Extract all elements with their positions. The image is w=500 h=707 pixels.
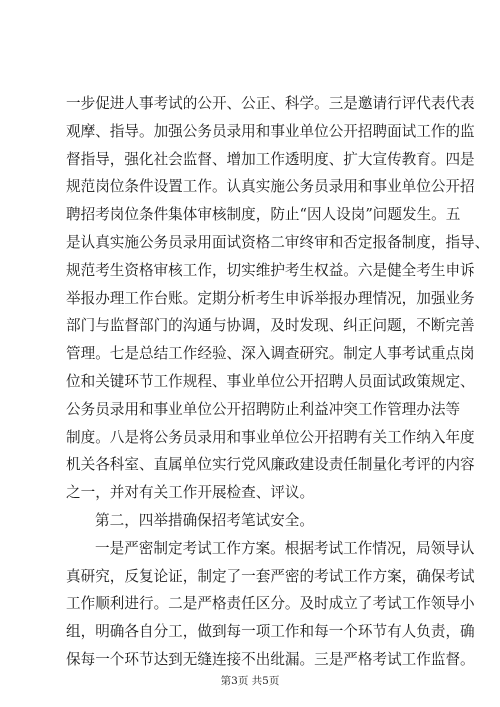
text-line: 保每一个环节达到无缝连接不出纰漏。三是严格考试工作监督。 [66,650,475,668]
text-line: 机关各科室、直属单位实行党风廉政建设责任制量化考评的内容 [66,456,475,474]
text-line: 聘招考岗位条件集体审核制度，防止“因人设岗”问题发生。五 [66,206,461,224]
text-line: 管理。七是总结工作经验、深入调查研究。制定人事考试重点岗 [66,345,475,363]
text-line: 组，明确各自分工，做到每一项工作和每一个环节有人负责，确 [66,623,475,641]
body-text [66,90,490,674]
text-line: 观摩、指导。加强公务员录用和事业单位公开招聘面试工作的监 [66,122,475,140]
text-line: 之一，并对有关工作开展检查、评议。 [66,484,315,502]
text-line: 部门与监督部门的沟通与协调，及时发现、纠正问题，不断完善 [66,317,475,335]
text-line: 一是严密制定考试工作方案。根据考试工作情况，局领导认 [95,539,475,557]
text-line: 真研究，反复论证，制定了一套严密的考试工作方案，确保考试 [66,567,475,585]
text-line: 举报办理工作台账。定期分析考生申诉举报办理情况，加强业务 [66,289,475,307]
section-heading: 第二，四举措确保招考笔试安全。 [95,511,314,529]
text-line: 制度。八是将公务员录用和事业单位公开招聘有关工作纳入年度 [66,428,475,446]
text-line: 规范考生资格审核工作，切实维护考生权益。六是健全考生申诉 [66,261,475,279]
text-line: 位和关键环节工作规程、事业单位公开招聘人员面试政策规定、 [66,372,475,390]
text-line: 规范岗位条件设置工作。认真实施公务员录用和事业单位公开招 [66,178,475,196]
text-line: 工作顺利进行。二是严格责任区分。及时成立了考试工作领导小 [66,595,475,613]
text-line: 公务员录用和事业单位公开招聘防止利益冲突工作管理办法等 [66,400,461,418]
text-line: 一步促进人事考试的公开、公正、科学。三是邀请行评代表代表 [66,95,475,112]
text-line: 是认真实施公务员录用面试资格二审终审和否定报备制度，指导、 [66,233,490,251]
page-footer: 第3页 共5页 [220,675,280,687]
text-line: 督指导，强化社会监督、增加工作透明度、扩大宣传教育。四是 [66,150,475,168]
